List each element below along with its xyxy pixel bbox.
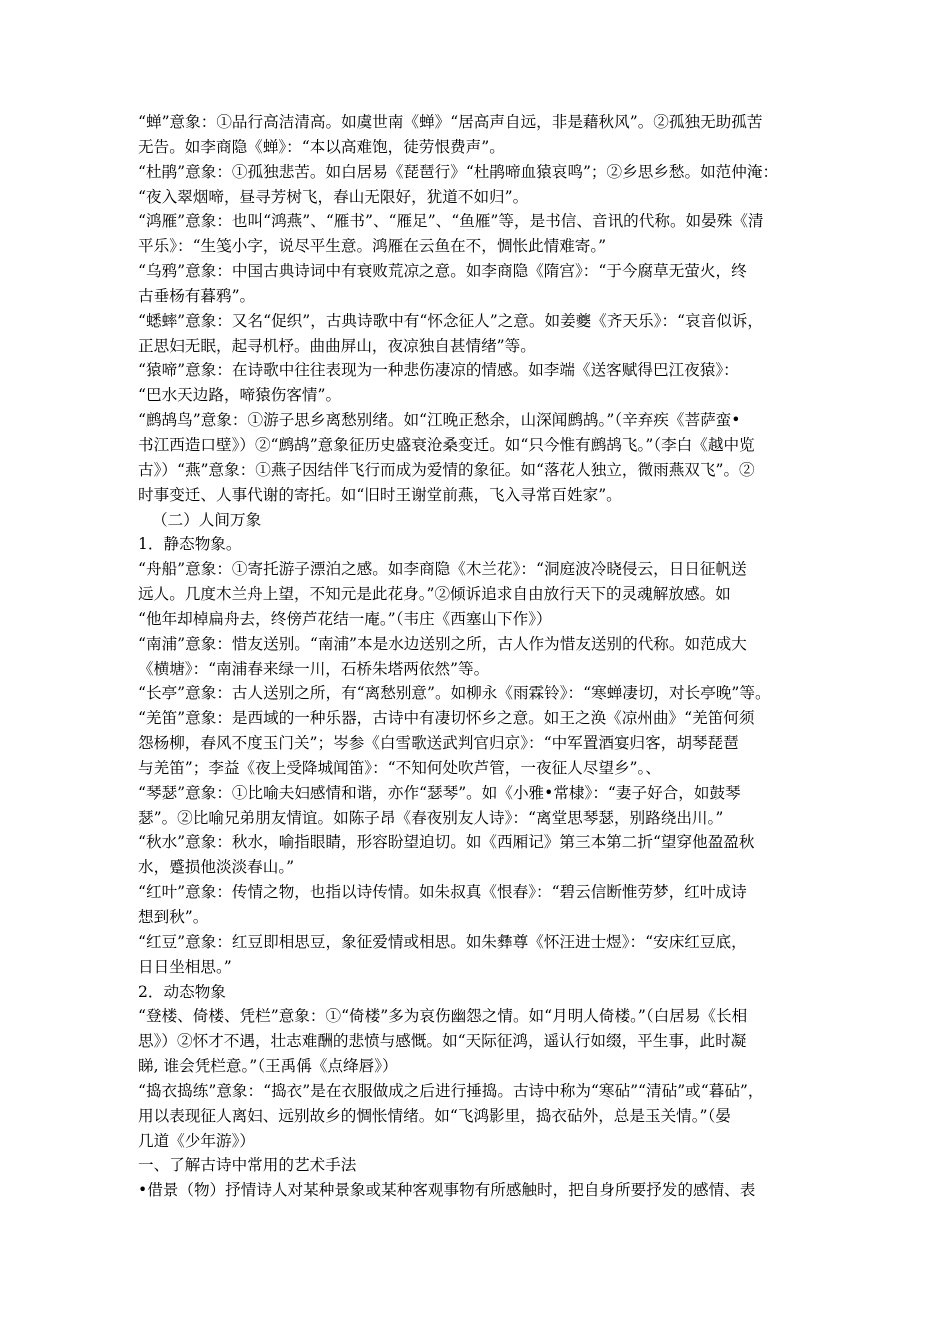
text-line: 远人。几度木兰舟上望，不知元是此花身。”②倾诉追求自由放行天下的灵魂解放感。如 [138,585,731,604]
text-line: “南浦”意象：惜友送别。“南浦”本是水边送别之所，古人作为惜友送别的代称。如范成大 [138,634,747,653]
text-line: “羌笛”意象：是西域的一种乐器，古诗中有凄切怀乡之意。如王之涣《凉州曲》“羌笛何须 [138,709,755,728]
text-line: 与羌笛”；李益《夜上受降城闻笛》：“不知何处吹芦管，一夜征人尽望乡”。、 [138,758,661,777]
text-line: “长亭”意象：古人送别之所，有“离愁别意”。如柳永《雨霖铃》：“寒蝉凄切，对长亭晚”等。 [138,684,771,703]
section-heading: （二）人间万象 [152,510,262,529]
text-line: 睇, 谁会凭栏意。”（王禹偁《点绛唇》） [138,1057,398,1076]
text-line: “杜鹃”意象：①孤独悲苦。如白居易《琵琶行》“杜鹃啼血猿哀鸣”；②乡思乡愁。如范仲淹： [138,162,779,181]
text-line: 用以表现征人离妇、远别故乡的惆怅情绪。如“飞鸿影里，捣衣砧外，总是玉关情。”（晏 [138,1106,731,1125]
text-line: 平乐》：“生笺小字，说尽平生意。鸿雁在云鱼在不，惆怅此情难寄。” [138,237,607,256]
text-line: “红豆”意象：红豆即相思豆，象征爱情或相思。如朱彝尊《怀汪进士煜》：“安床红豆底， [138,932,747,951]
text-line: “秋水”意象：秋水，喻指眼睛，形容盼望迫切。如《西厢记》第三本第二折“望穿他盈盈秋 [138,833,755,852]
text-line: “琴瑟”意象：①比喻夫妇感情和谐，亦作“瑟琴”。如《小雅•常棣》：“妻子好合，如鼓琴 [138,783,741,802]
text-line: 水，蹙损他淡淡春山。” [138,858,295,877]
subsection-heading: 1．静态物象。 [138,535,242,554]
text-line: “鹧鸪鸟”意象：①游子思乡离愁别绪。如“江晚正愁余，山深闻鹧鸪。”（辛弃疾《菩萨蛮• [138,411,741,430]
text-line: “舟船”意象：①寄托游子漂泊之感。如李商隐《木兰花》：“洞庭波冷晓侵云，日日征帆送 [138,560,747,579]
text-line: “蟋蟀”意象：又名“促织”，古典诗歌中有“怀念征人”之意。如姜夔《齐天乐》：“哀音似诉， [138,311,763,330]
text-line: “蝉”意象：①品行高洁清高。如虞世南《蝉》“居高声自远，非是藉秋风”。②孤独无助孤苦 [138,113,763,131]
text-line: “红叶”意象：传情之物，也指以诗传情。如朱叔真《恨春》：“碧云信断惟劳梦，红叶成诗 [138,883,747,902]
text-line: 无告。如李商隐《蝉》：“本以高难饱，徒劳恨费声”。 [138,137,505,156]
text-line: 日日坐相思。” [138,957,232,976]
text-line: “登楼、倚楼、凭栏”意象：①“倚楼”多为哀伤幽怨之情。如“月明人倚楼。”（白居易《长相 [138,1007,748,1026]
text-line: •借景（物）抒情诗人对某种景象或某种客观事物有所感触时，把自身所要抒发的感情、表 [138,1181,756,1200]
text-line: “他年却棹扁舟去，终傍芦花结一庵。”（韦庄《西塞山下作》） [138,609,552,628]
document-page [138,110,818,1203]
subsection-heading: 2．动态物象 [138,982,226,1001]
text-line: 古》）“燕”意象：①燕子因结伴飞行而成为爱情的象征。如“落花人独立，微雨燕双飞”。② [138,460,755,479]
text-line: 怨杨柳，春风不度玉门关”；岑参《白雪歌送武判官归京》：“中军置酒宴归客，胡琴琵琶 [138,734,739,753]
text-line: 几道《少年游》） [138,1131,255,1150]
text-line: “乌鸦”意象：中国古典诗词中有衰败荒凉之意。如李商隐《隋宫》：“于今腐草无萤火，终 [138,262,747,281]
text-line: “猿啼”意象：在诗歌中往往表现为一种悲伤凄凉的情感。如李端《送客赋得巴江夜猿》： [138,361,739,380]
text-line: “鸿雁”意象：也叫“鸿燕”、“雁书”、“雁足”、“鱼雁”等，是书信、音讯的代称。如晏殊《清 [138,212,764,231]
text-line: 思》）②怀才不遇，壮志难酬的悲愤与感慨。如“天际征鸿，遥认行如缀，平生事，此时凝 [138,1032,747,1051]
text-line: 想到秋”。 [138,908,209,926]
text-line: 时事变迁、人事代谢的寄托。如“旧时王谢堂前燕，飞入寻常百姓家”。 [138,485,622,504]
text-line: “捣衣捣练”意象：“捣衣”是在衣服做成之后进行捶捣。古诗中称为“寒砧”“清砧”或“暮砧”， [138,1081,764,1100]
section-heading: 一、了解古诗中常用的艺术手法 [138,1156,357,1175]
text-line: 正思妇无眠，起寻机杼。曲曲屏山，夜凉独自甚情绪”等。 [138,336,536,355]
text-line: “夜入翠烟啼，昼寻芳树飞，春山无限好，犹道不如归”。 [138,187,529,206]
text-line: “巴水天边路，啼猿伤客情”。 [138,386,342,405]
text-line: 《横塘》：“南浦春来绿一川，石桥朱塔两依然”等。 [138,659,490,678]
text-line: 瑟”。②比喻兄弟朋友情谊。如陈子昂《春夜别友人诗》：“离堂思琴瑟，别路绕出川。” [138,808,724,827]
text-line: 书江西造口壁》）②“鹧鸪”意象征历史盛衰沧桑变迁。如“只今惟有鹧鸪飞。”（李白《越中览 [138,435,755,454]
text-line: 古垂杨有暮鸦”。 [138,286,256,305]
